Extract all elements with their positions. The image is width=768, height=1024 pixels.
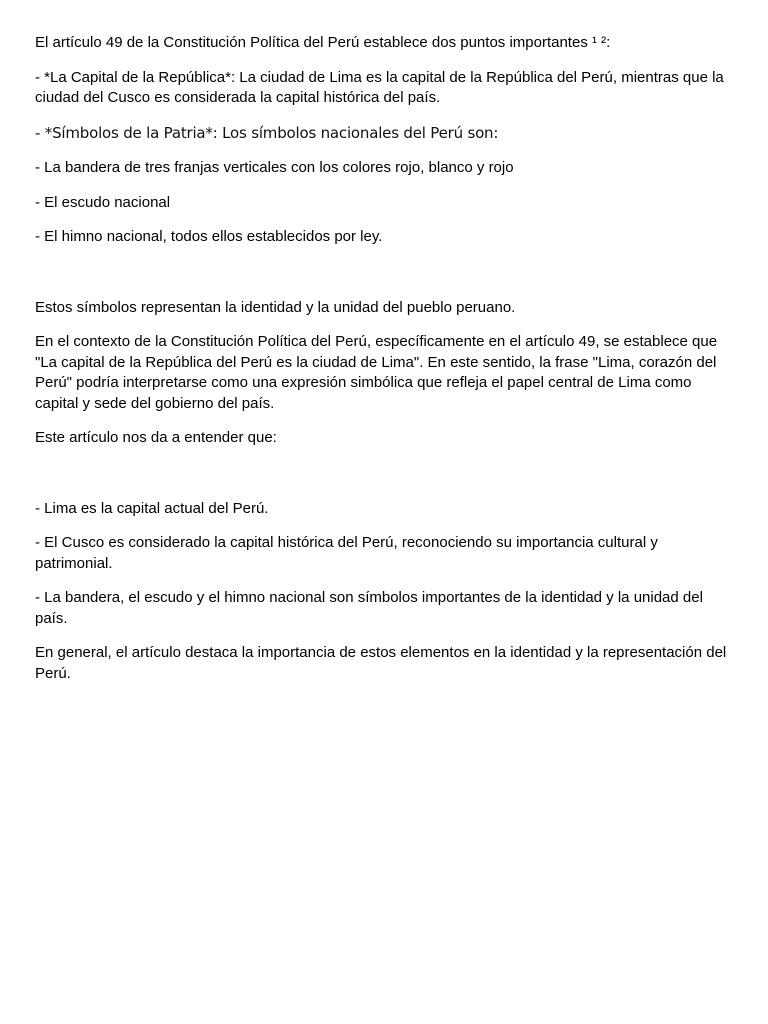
symbols-point: - *Símbolos de la Patria*: Los símbolos nacionales del Perú son: <box>35 123 499 142</box>
flag-item: - La bandera de tres franjas verticales con los colores rojo, blanco y rojo <box>35 159 514 176</box>
paragraph-gap <box>35 463 735 499</box>
cusco-item: - El Cusco es considerado la capital histórica del Perú, reconociendo su importancia cultural y patrimonial. <box>35 534 658 572</box>
capital-point: - *La Capital de la República*: La ciudad de Lima es la capital de la República del Perú, mientras que la ciudad del Cusco es considerada la capital histórica del país. <box>35 68 724 106</box>
paragraph-gap <box>35 262 735 298</box>
context-paragraph: En el contexto de la Constitución Política del Perú, específicamente en el artículo 49, se establece que "La capital de la República del Perú es la ciudad de Lima". En este sentido, la frase "Lima, corazón del Perú" podría interpretarse como una expresión simbólica que refleja el papel central de Lima como capital y sede del gobierno del país. <box>35 333 718 412</box>
symbols-meaning-paragraph: Estos símbolos representan la identidad y la unidad del pueblo peruano. <box>35 298 516 316</box>
intro-paragraph: El artículo 49 de la Constitución Política del Perú establece dos puntos importantes ¹ ²: <box>35 34 611 51</box>
understanding-lead: Este artículo nos da a entender que: <box>35 429 277 446</box>
symbols-item: - La bandera, el escudo y el himno nacional son símbolos importantes de la identidad y la unidad del país. <box>35 589 703 627</box>
document-body <box>35 33 735 698</box>
lima-item: - Lima es la capital actual del Perú. <box>35 499 269 517</box>
anthem-item: - El himno nacional, todos ellos establecidos por ley. <box>35 228 383 245</box>
shield-item: - El escudo nacional <box>35 193 171 211</box>
conclusion-paragraph: En general, el artículo destaca la importancia de estos elementos en la identidad y la representación del Perú. <box>35 644 727 682</box>
